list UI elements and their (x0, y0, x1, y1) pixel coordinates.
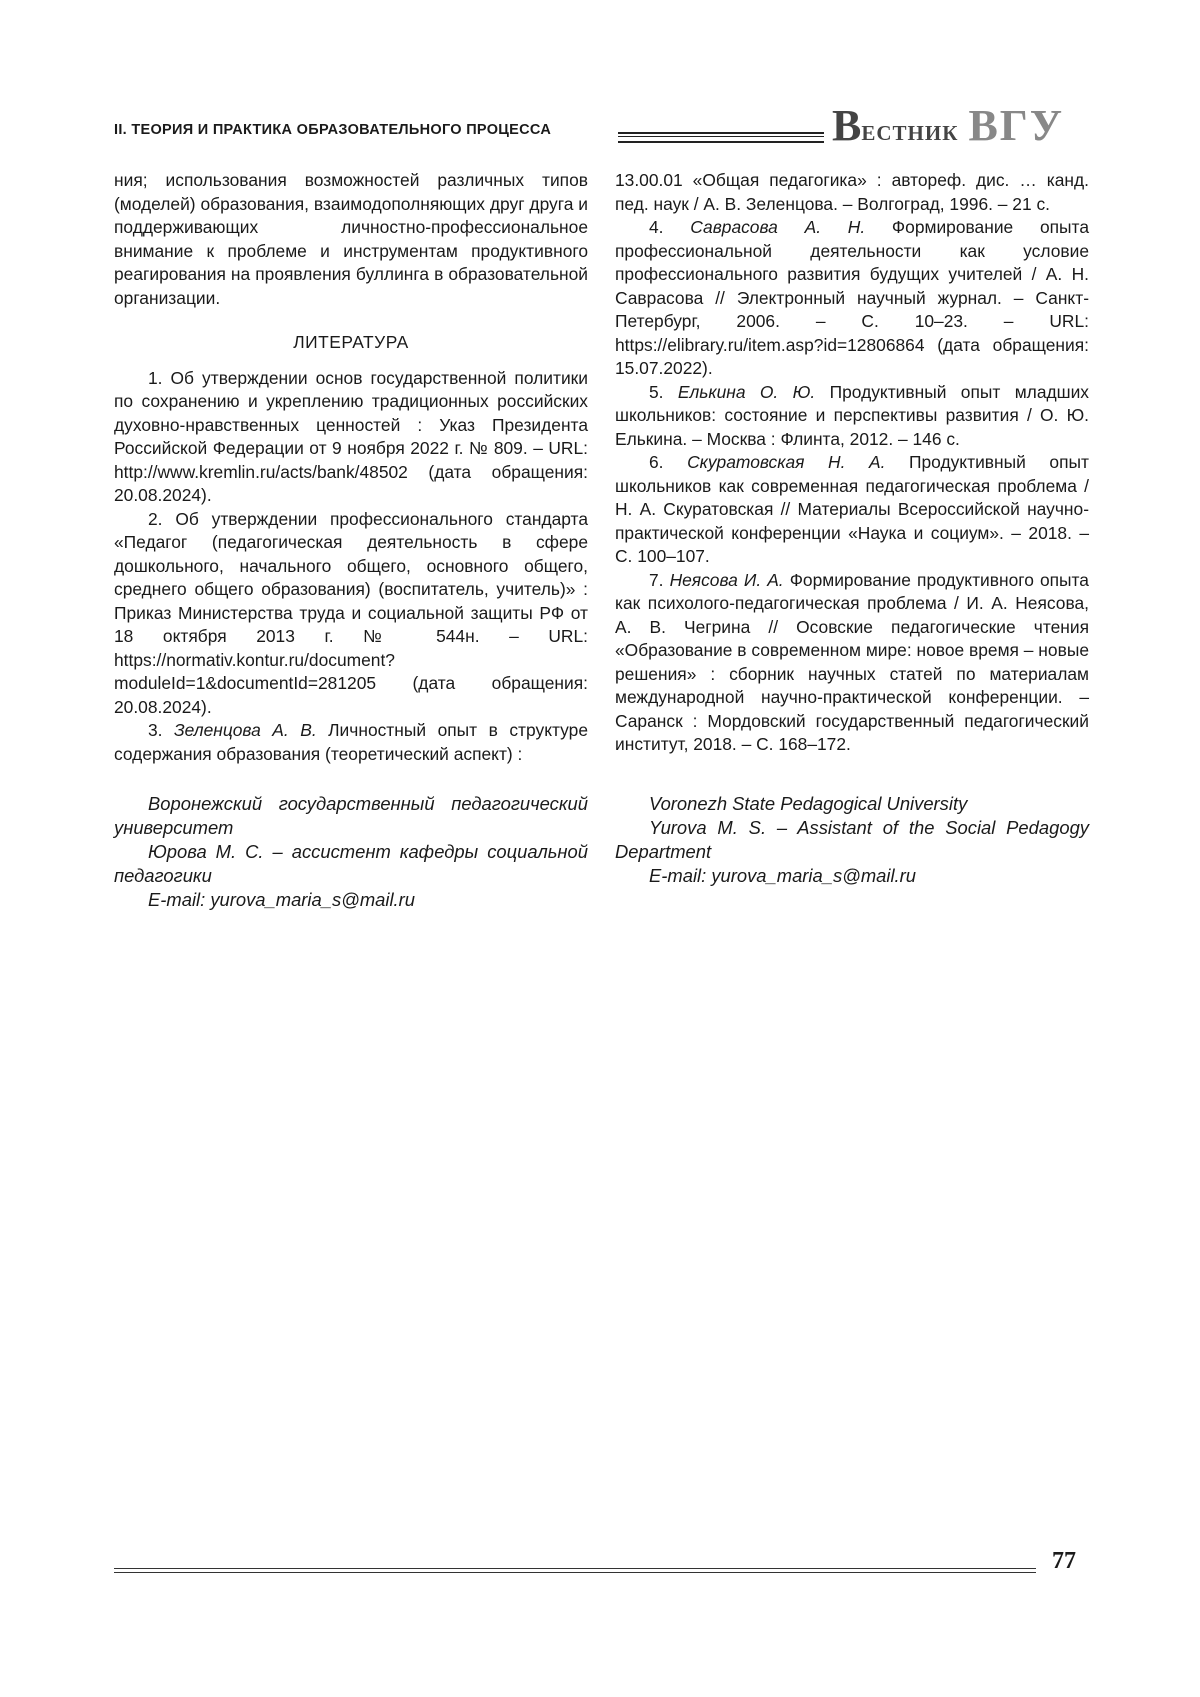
reference-text: Формирование продуктивного опыта как психолого-педагогическая проблема / И. А. Неясова, А. В. Чегрина // Осовские педагогические чтения «Образование в современном мире: новое время – новые решения» : сборник научных статей по материалам международной научно-практической конференции. – Саранск : Мордовский государственный педагогический институт, 2018. – С. 168–172. (615, 570, 1089, 755)
affiliation-university: Воронежский государственный педагогический университет (114, 792, 588, 840)
reference-author: Зеленцова А. В. (174, 720, 317, 740)
reference-item-5 (615, 381, 1089, 452)
reference-number: 5. (649, 382, 678, 402)
reference-text: Формирование опыта профессиональной деятельности как условие профессионального развития будущих учителей / А. Н. Саврасова // Электронный научный журнал. – Санкт-Петербург, 2006. – С. 10–23. – URL: https://elibrary.ru/item.asp?id=12806864 (дата обращения: 15.07.2022). (615, 217, 1089, 378)
left-column (114, 169, 588, 766)
journal-logo-word: естник (861, 114, 958, 147)
footer-rule (114, 1568, 1036, 1573)
running-head-section-title: II. ТЕОРИЯ И ПРАКТИКА ОБРАЗОВАТЕЛЬНОГО ПРОЦЕССА (114, 122, 551, 138)
affiliation-russian (114, 792, 588, 912)
reference-author: Неясова И. А. (670, 570, 784, 590)
affiliation-email: E-mail: yurova_maria_s@mail.ru (615, 864, 1089, 888)
reference-number: 7. (649, 570, 670, 590)
journal-logo-initial: В (832, 101, 861, 150)
affiliation-university: Voronezh State Pedagogical University (615, 792, 1089, 816)
reference-item-4 (615, 216, 1089, 381)
right-column (615, 169, 1089, 757)
reference-text: 2. Об утверждении профессионального стандарта «Педагог (педагогическая деятельность в сфере дошкольного, начального общего, основного общего, среднего общего образования) (воспитатель, учитель)» : Приказ Министерства труда и социальной защиты РФ от 18 октября 2013 г. № 544н. – URL: https://normativ.kontur.ru/document?moduleId=1&documentId=281205 (дата обращения: 20.08.2024). (114, 509, 588, 717)
reference-number: 6. (649, 452, 687, 472)
journal-logo (832, 100, 1064, 151)
affiliation-english (615, 792, 1089, 888)
reference-item-2 (114, 508, 588, 720)
body-paragraph: ния; использования возможностей различных типов (моделей) образования, взаимодополняющих друг друга и поддерживающих личностно-профессиональное внимание к проблеме и инструментам продуктивного реагирования на проявления буллинга в образовательной организации. (114, 169, 588, 310)
affiliation-author: Yurova M. S. – Assistant of the Social Pedagogy Department (615, 816, 1089, 864)
reference-text: Продуктивный опыт младших школьников: состояние и перспективы развития / О. Ю. Елькина. – Москва : Флинта, 2012. – 146 с. (615, 382, 1089, 449)
reference-author: Елькина О. Ю. (678, 382, 815, 402)
reference-continuation: 13.00.01 «Общая педагогика» : автореф. дис. … канд. пед. наук / А. В. Зеленцова. – Волгоград, 1996. – 21 с. (615, 169, 1089, 216)
reference-text: 1. Об утверждении основ государственной политики по сохранению и укреплению традиционных российских духовно-нравственных ценностей : Указ Президента Российской Федерации от 9 ноября 2022 г. № 809. – URL: http://www.kremlin.ru/acts/bank/48502 (дата обращения: 20.08.2024). (114, 368, 588, 506)
references-heading: ЛИТЕРАТУРА (114, 331, 588, 355)
reference-number: 4. (649, 217, 690, 237)
journal-logo-abbrev: ВГУ (968, 101, 1064, 150)
reference-text: Личностный опыт в структуре содержания образования (теоретический аспект) : (114, 720, 588, 764)
reference-item-7 (615, 569, 1089, 757)
reference-item-6 (615, 451, 1089, 569)
header-rule (618, 132, 824, 143)
reference-item-1 (114, 367, 588, 508)
affiliation-email: E-mail: yurova_maria_s@mail.ru (114, 888, 588, 912)
reference-author: Саврасова А. Н. (690, 217, 865, 237)
affiliation-author: Юрова М. С. – ассистент кафедры социальной педагогики (114, 840, 588, 888)
page-number: 77 (1052, 1548, 1076, 1575)
reference-number: 3. (148, 720, 174, 740)
reference-text: Продуктивный опыт школьников как современная педагогическая проблема / Н. А. Скуратовская // Материалы Всероссийской научно-практической конференции «Наука и социум». – 2018. – С. 100–107. (615, 452, 1089, 566)
reference-item-3 (114, 719, 588, 766)
reference-author: Скуратовская Н. А. (687, 452, 885, 472)
